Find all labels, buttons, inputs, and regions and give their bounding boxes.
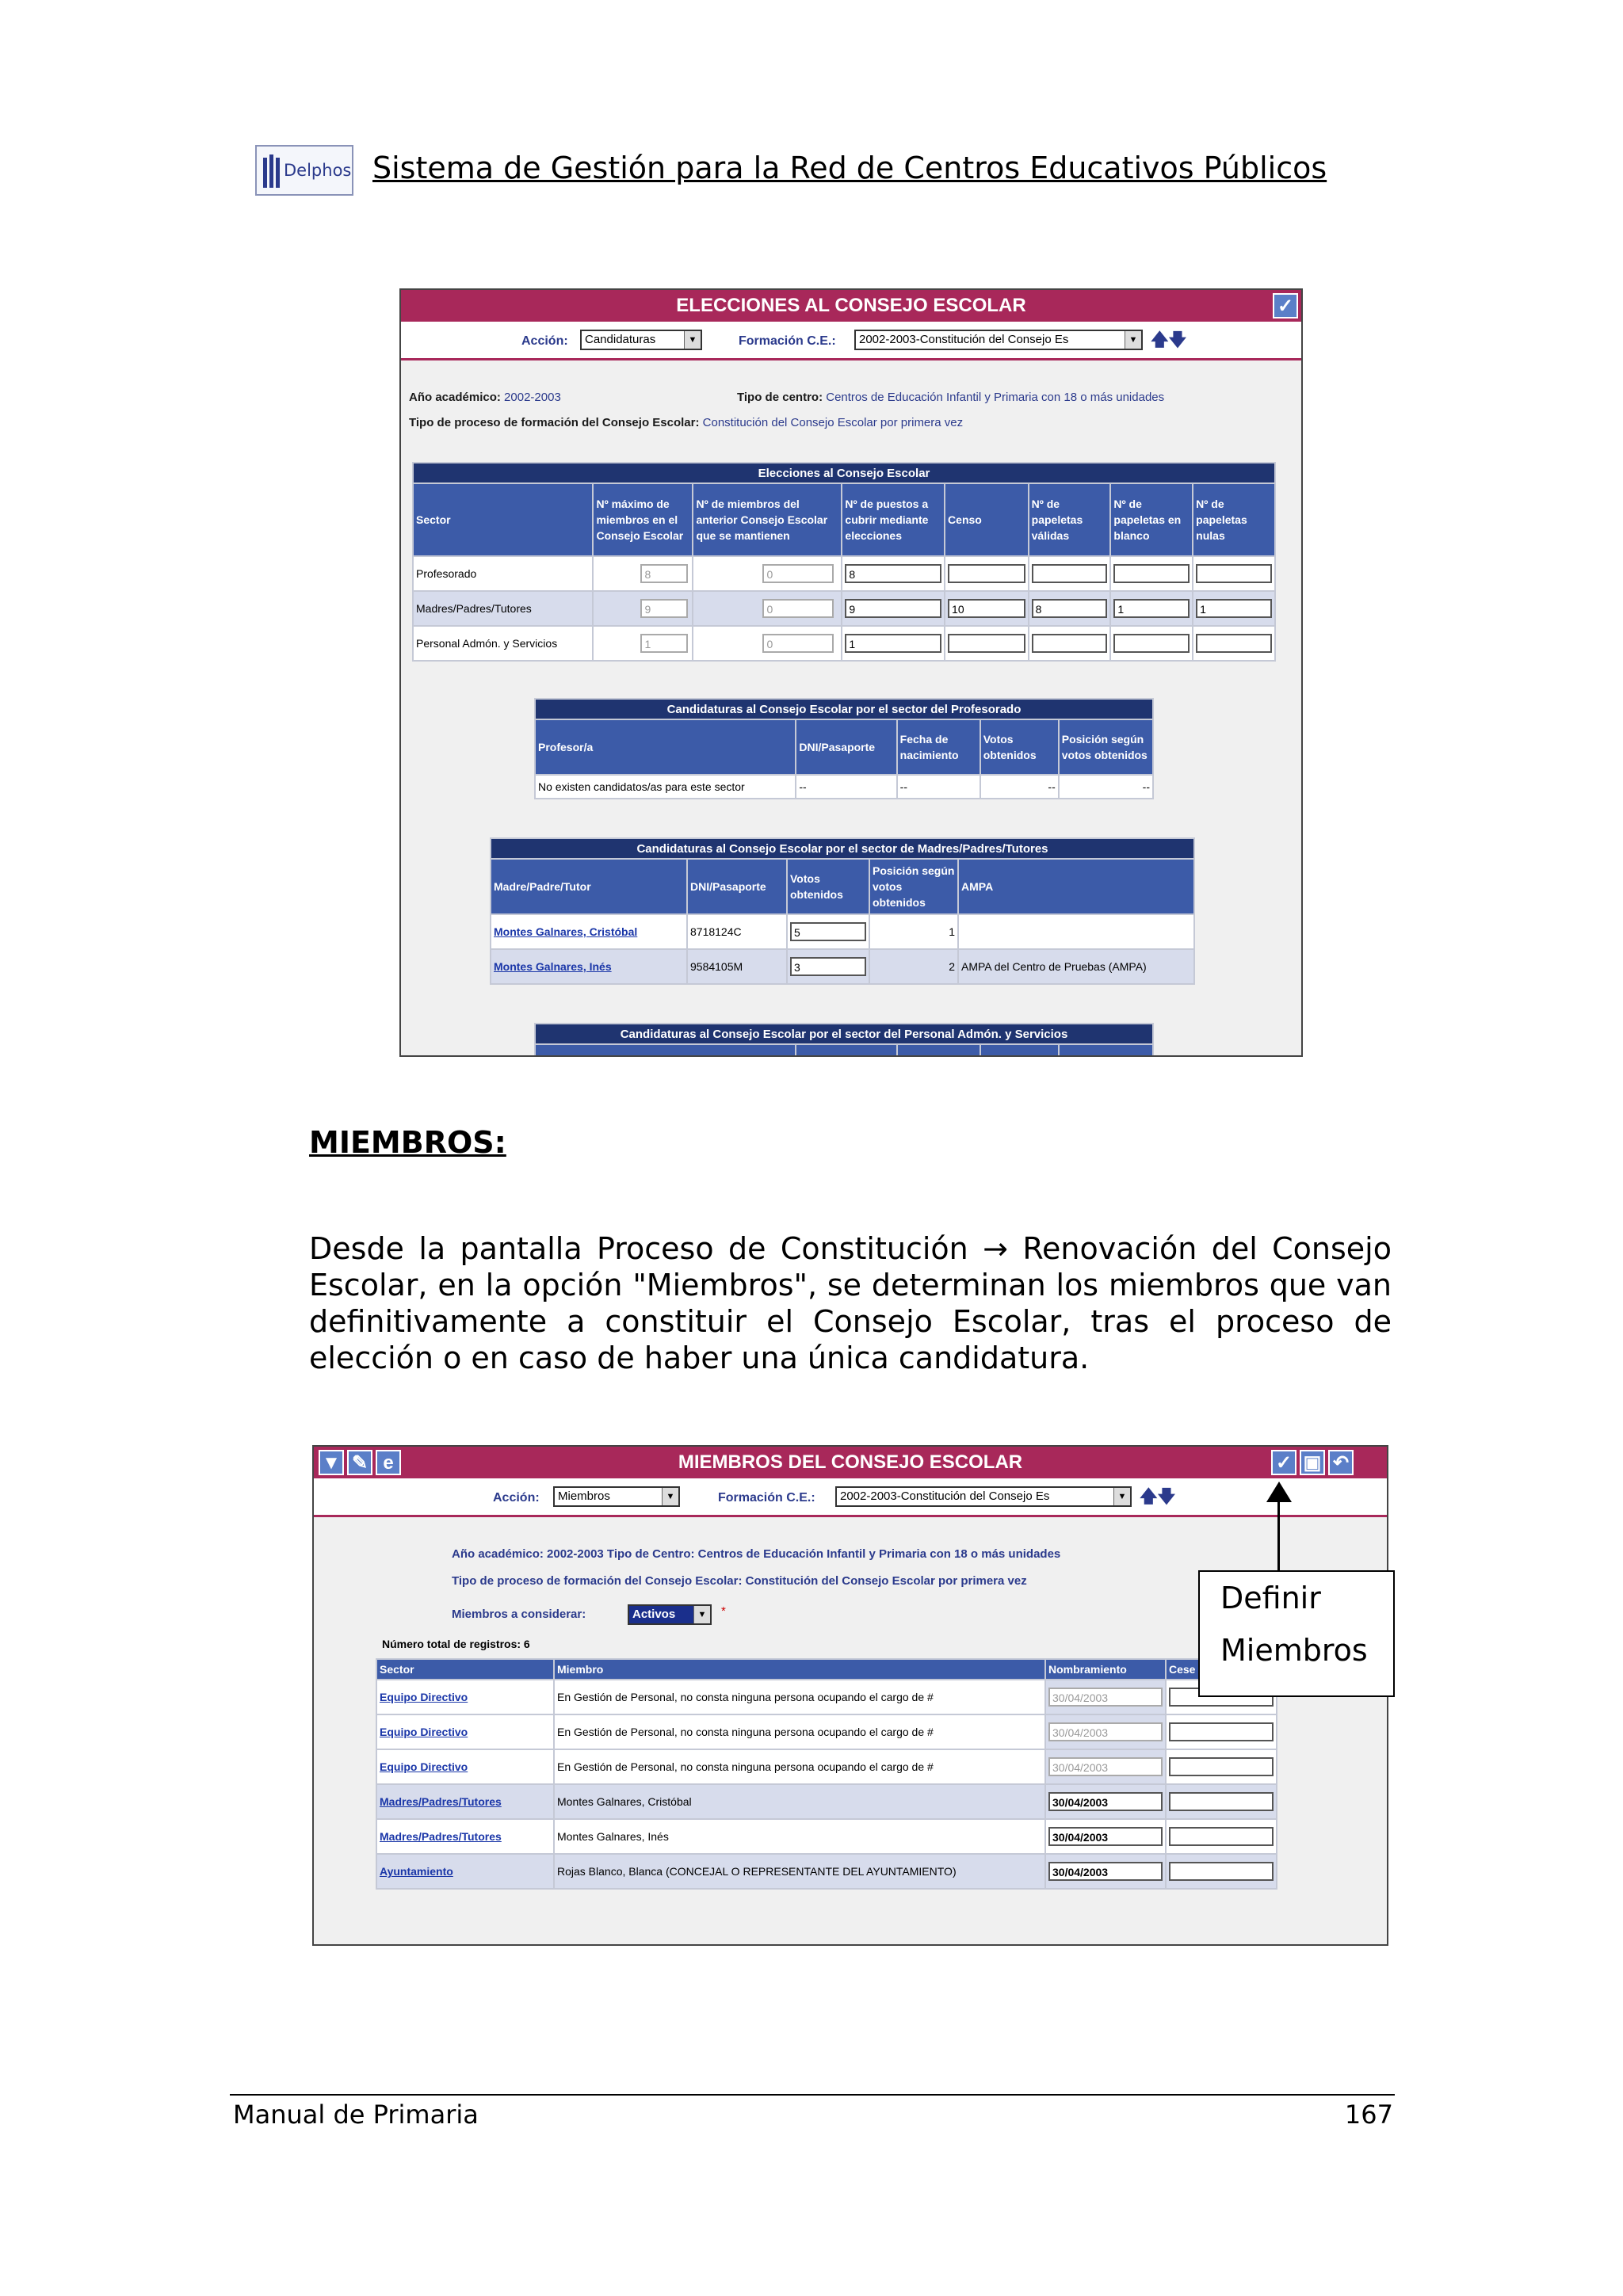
col-header: Nº de papeletas válidas — [1029, 483, 1111, 556]
nombramiento-input[interactable]: 30/04/2003 — [1048, 1827, 1163, 1846]
validas-input[interactable]: 8 — [1032, 599, 1108, 618]
posicion-cell: -- — [1059, 775, 1153, 799]
col-header — [897, 1044, 980, 1057]
e-icon[interactable]: e — [376, 1450, 401, 1475]
formacion-value: 2002-2003-Constitución del Consejo Es — [840, 1489, 1050, 1503]
table-row — [491, 914, 1194, 949]
cese-input[interactable] — [1169, 1827, 1274, 1846]
nulas-input[interactable]: 1 — [1196, 599, 1272, 618]
col-header: Nº de miembros del anterior Consejo Escolar que se mantienen — [693, 483, 842, 556]
nombramiento-input[interactable]: 30/04/2003 — [1048, 1862, 1163, 1881]
col-header — [1059, 1044, 1153, 1057]
dni-cell: 9584105M — [687, 949, 787, 984]
miembros-table — [376, 1658, 1277, 1890]
miembro-cell: Rojas Blanco, Blanca (CONCEJAL O REPRESENTANTE DEL AYUNTAMIENTO) — [554, 1854, 1045, 1889]
dropdown-arrow-icon: ▼ — [662, 1488, 678, 1505]
table-caption: Candidaturas al Consejo Escolar por el sector del Profesorado — [535, 699, 1153, 719]
accion-value: Candidaturas — [585, 333, 656, 346]
miembro-cell: Montes Galnares, Inés — [554, 1819, 1045, 1854]
screenshot-elecciones — [399, 288, 1303, 1057]
window-title: ELECCIONES AL CONSEJO ESCOLAR — [676, 295, 1026, 316]
dropdown-arrow-icon: ▼ — [684, 331, 701, 349]
formacion-label: Formación C.E.: — [739, 334, 836, 348]
sector-link[interactable]: Equipo Directivo — [380, 1726, 468, 1738]
miembro-cell: En Gestión de Personal, no consta ninguna persona ocupando el cargo de # — [554, 1714, 1045, 1749]
col-header: DNI/Pasaporte — [796, 719, 896, 775]
body-paragraph: Desde la pantalla Proceso de Constitución → Renovación del Consejo Escolar, en la opción "Miembros", se determinan los miembros que van definitivamente a constituir el Consejo Escolar, tras el proceso de elección o en caso de haber una única candidatura. — [309, 1231, 1392, 1375]
cese-input[interactable] — [1169, 1757, 1274, 1776]
table-caption: Elecciones al Consejo Escolar — [413, 463, 1275, 483]
dropdown-arrow-icon: ▼ — [693, 1606, 710, 1623]
elecciones-table — [412, 462, 1276, 662]
miembro-cell: En Gestión de Personal, no consta ninguna persona ocupando el cargo de # — [554, 1680, 1045, 1714]
formacion-label: Formación C.E.: — [718, 1491, 815, 1505]
nombramiento-input[interactable]: 30/04/2003 — [1048, 1722, 1163, 1741]
prev-next-arrows-icon[interactable]: 🡅🡇 — [1140, 1486, 1176, 1506]
table-row — [413, 556, 1275, 591]
blanco-input[interactable] — [1113, 634, 1190, 653]
form-body — [401, 360, 1301, 1055]
sector-cell: Profesorado — [413, 556, 593, 591]
col-header: Censo — [945, 483, 1029, 556]
candidate-link[interactable]: Montes Galnares, Cristóbal — [494, 925, 638, 938]
accion-value: Miembros — [558, 1489, 610, 1503]
miembros-select[interactable] — [628, 1604, 712, 1625]
posicion-cell: 2 — [869, 949, 958, 984]
col-header — [980, 1044, 1059, 1057]
callout-box — [1198, 1570, 1395, 1697]
accion-select[interactable] — [553, 1486, 680, 1507]
col-header: Posición según votos obtenidos — [869, 859, 958, 914]
sector-link[interactable]: Ayuntamiento — [380, 1865, 453, 1878]
sector-link[interactable]: Madres/Padres/Tutores — [380, 1830, 502, 1843]
action-toolbar — [314, 1478, 1387, 1517]
sector-link[interactable]: Equipo Directivo — [380, 1760, 468, 1773]
personal-table — [534, 1023, 1154, 1057]
accion-label: Acción: — [521, 334, 568, 348]
blanco-input[interactable]: 1 — [1113, 599, 1190, 618]
cese-input[interactable] — [1169, 1862, 1274, 1881]
miembro-cell: Montes Galnares, Cristóbal — [554, 1784, 1045, 1819]
cese-input[interactable] — [1169, 1792, 1274, 1811]
page-number: 167 — [1344, 2100, 1393, 2130]
padres-table — [490, 837, 1195, 985]
anterior-miembros-input[interactable]: 0 — [762, 564, 834, 583]
anio-tipo-centro: Año académico: 2002-2003 Tipo de Centro: Centros de Educación Infantil y Primaria con 18 o más unidades — [452, 1547, 1061, 1561]
max-miembros-input[interactable]: 9 — [640, 599, 688, 618]
formacion-select[interactable] — [835, 1486, 1132, 1507]
validas-input[interactable] — [1032, 634, 1108, 653]
dropdown-arrow-icon: ▼ — [1113, 1488, 1130, 1505]
table-row — [535, 775, 1153, 799]
nombramiento-input[interactable]: 30/04/2003 — [1048, 1792, 1163, 1811]
col-header — [796, 1044, 896, 1057]
max-miembros-input[interactable]: 1 — [640, 634, 688, 653]
col-header: Sector — [413, 483, 593, 556]
sector-link[interactable]: Equipo Directivo — [380, 1691, 468, 1703]
anterior-miembros-input[interactable]: 0 — [762, 599, 834, 618]
delphos-logo — [255, 145, 353, 196]
required-asterisk: * — [721, 1604, 726, 1618]
col-header: Nº de puestos a cubrir mediante elecciones — [842, 483, 945, 556]
logo-text: Delphos — [284, 161, 352, 180]
puestos-input[interactable]: 9 — [845, 599, 941, 618]
total-registros: Número total de registros: 6 — [382, 1638, 530, 1650]
section-title: MIEMBROS: — [309, 1125, 506, 1160]
formacion-value: 2002-2003-Constitución del Consejo Es — [859, 333, 1069, 346]
col-header: Votos obtenidos — [980, 719, 1059, 775]
ampa-cell — [958, 914, 1194, 949]
nombramiento-input[interactable]: 30/04/2003 — [1048, 1757, 1163, 1776]
tipo-proceso: Tipo de proceso de formación del Consejo Escolar: Constitución del Consejo Escolar por primera vez — [452, 1574, 1027, 1588]
col-header: Posición según votos obtenidos — [1059, 719, 1153, 775]
window-titlebar — [401, 290, 1301, 322]
sector-link[interactable]: Madres/Padres/Tutores — [380, 1795, 502, 1808]
table-row — [413, 591, 1275, 626]
miembros-value: Activos — [632, 1608, 676, 1621]
col-header: Votos obtenidos — [787, 859, 869, 914]
ampa-cell: AMPA del Centro de Pruebas (AMPA) — [958, 949, 1194, 984]
miembros-label: Miembros a considerar: — [452, 1608, 586, 1621]
col-header: Miembro — [554, 1659, 1045, 1680]
col-header: Nº de papeletas en blanco — [1110, 483, 1193, 556]
anterior-miembros-input[interactable]: 0 — [762, 634, 834, 653]
tipo-proceso: Tipo de proceso de formación del Consejo Escolar: Constitución del Consejo Escolar por primera vez — [409, 416, 964, 429]
anio-academico: Año académico: 2002-2003 — [409, 391, 561, 404]
max-miembros-input[interactable]: 8 — [640, 564, 688, 583]
col-header: AMPA — [958, 859, 1194, 914]
col-header: Profesor/a — [535, 719, 796, 775]
col-header: Nº de papeletas nulas — [1193, 483, 1275, 556]
filter-icon[interactable]: ▼ — [319, 1450, 344, 1475]
col-header: Cese — [1166, 1659, 1277, 1680]
fecha-cell: -- — [897, 775, 980, 799]
footer-rule — [230, 2094, 1395, 2096]
table-row — [491, 949, 1194, 984]
dni-cell: -- — [796, 775, 896, 799]
sector-cell: Madres/Padres/Tutores — [413, 591, 593, 626]
censo-input[interactable]: 10 — [948, 599, 1025, 618]
table-row — [376, 1714, 1277, 1749]
accept-check-icon[interactable]: ✓ — [1271, 1450, 1296, 1475]
col-header: DNI/Pasaporte — [687, 859, 787, 914]
censo-input[interactable] — [948, 564, 1025, 583]
callout-line1: Definir — [1220, 1581, 1321, 1615]
col-header — [535, 1044, 796, 1057]
table-caption: Candidaturas al Consejo Escolar por el sector de Madres/Padres/Tutores — [491, 838, 1194, 859]
nulas-input[interactable] — [1196, 564, 1272, 583]
dni-cell: 8718124C — [687, 914, 787, 949]
votos-cell: -- — [980, 775, 1059, 799]
table-row — [376, 1819, 1277, 1854]
censo-input[interactable] — [948, 634, 1025, 653]
votos-input[interactable]: 3 — [790, 957, 866, 976]
accion-label: Acción: — [493, 1491, 540, 1505]
back-arrow-icon[interactable]: ↶ — [1328, 1450, 1354, 1475]
sector-cell: Personal Admón. y Servicios — [413, 626, 593, 661]
candidate-link[interactable]: Montes Galnares, Inés — [494, 960, 612, 973]
empty-message: No existen candidatos/as para este sector — [535, 775, 796, 799]
save-document-icon[interactable]: ▣ — [1300, 1450, 1325, 1475]
prev-next-arrows-icon[interactable]: 🡅🡇 — [1151, 330, 1187, 349]
tipo-centro: Tipo de centro: Centros de Educación Infantil y Primaria con 18 o más unidades — [737, 391, 1165, 404]
accept-check-icon[interactable]: ✓ — [1273, 293, 1298, 318]
table-row — [376, 1749, 1277, 1784]
callout-line2: Miembros — [1220, 1633, 1368, 1668]
accion-select[interactable] — [580, 330, 702, 350]
col-header: Sector — [376, 1659, 554, 1680]
votos-input[interactable]: 5 — [790, 922, 866, 941]
table-row — [376, 1784, 1277, 1819]
callout-arrowhead-icon — [1266, 1482, 1292, 1502]
formacion-select[interactable] — [854, 330, 1143, 350]
action-toolbar — [401, 322, 1301, 360]
table-row — [376, 1680, 1277, 1714]
dropdown-arrow-icon: ▼ — [1125, 331, 1141, 349]
profesorado-table — [534, 698, 1154, 799]
nombramiento-input[interactable]: 30/04/2003 — [1048, 1688, 1163, 1707]
table-row — [413, 626, 1275, 661]
document-title: Sistema de Gestión para la Red de Centros Educativos Públicos — [372, 151, 1327, 185]
col-header: Nombramiento — [1045, 1659, 1166, 1680]
cese-input[interactable] — [1169, 1722, 1274, 1741]
puestos-input[interactable]: 1 — [845, 634, 941, 653]
col-header: Madre/Padre/Tutor — [491, 859, 687, 914]
table-caption: Candidaturas al Consejo Escolar por el sector del Personal Admón. y Servicios — [535, 1024, 1153, 1044]
table-row — [376, 1854, 1277, 1889]
edit-document-icon[interactable]: ✎ — [347, 1450, 372, 1475]
logo-columns-icon — [263, 154, 281, 188]
blanco-input[interactable] — [1113, 564, 1190, 583]
window-titlebar — [314, 1447, 1387, 1478]
nulas-input[interactable] — [1196, 634, 1272, 653]
puestos-input[interactable]: 8 — [845, 564, 941, 583]
posicion-cell: 1 — [869, 914, 958, 949]
footer-manual: Manual de Primaria — [233, 2100, 479, 2130]
col-header: Fecha de nacimiento — [897, 719, 980, 775]
validas-input[interactable] — [1032, 564, 1108, 583]
window-title: MIEMBROS DEL CONSEJO ESCOLAR — [678, 1451, 1023, 1473]
miembro-cell: En Gestión de Personal, no consta ninguna persona ocupando el cargo de # — [554, 1749, 1045, 1784]
col-header: Nº máximo de miembros en el Consejo Escolar — [593, 483, 693, 556]
